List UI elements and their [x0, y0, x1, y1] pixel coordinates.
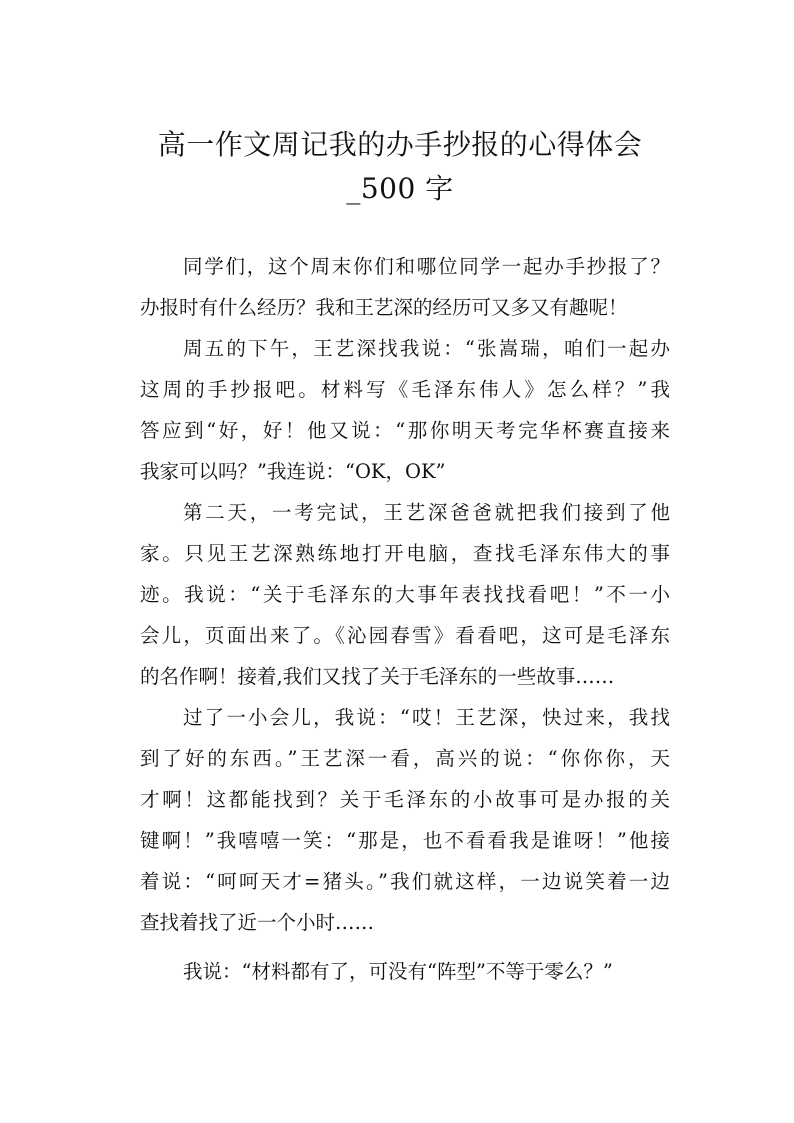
text-line: 会儿，页面出来了。《沁园春雪》看看吧，这可是毛泽东	[140, 624, 670, 647]
text-line: 过了一小会儿，我说：“哎！王艺深，快过来，我找	[183, 706, 670, 729]
text-line: 着说：“呵呵天才=猪头。”我们就这样，一边说笑着一边	[140, 870, 670, 893]
text-line: 周五的下午，王艺深找我说：“张嵩瑞，咱们一起办	[183, 337, 670, 360]
text-line: 同学们，这个周末你们和哪位同学一起办手抄报了？	[183, 255, 670, 278]
text-line: 答应到“好，好！他又说：“那你明天考完华杯赛直接来	[140, 419, 670, 442]
text-line: 才啊！这都能找到？关于毛泽东的小故事可是办报的关	[140, 788, 670, 811]
paragraph-5	[140, 951, 670, 992]
text-line: 家。只见王艺深熟练地打开电脑，查找毛泽东伟大的事	[140, 542, 670, 565]
text-line: 的名作啊！接着,我们又找了关于毛泽东的一些故事……	[140, 665, 615, 688]
title-line-1: 高一作文周记我的办手抄报的心得体会	[157, 127, 643, 161]
paragraph-3	[140, 492, 670, 697]
text-line: 我说：“材料都有了，可没有“阵型”不等于零么？”	[183, 960, 613, 983]
text-line: 这周的手抄报吧。材料写《毛泽东伟人》怎么样？”我	[140, 378, 670, 401]
text-line: 键啊！”我嘻嘻一笑：“那是，也不看看我是谁呀！”他接	[140, 829, 670, 852]
text-line: 迹。我说：“关于毛泽东的大事年表找找看吧！”不一小	[140, 583, 670, 606]
document-title	[120, 123, 680, 211]
text-line: 办报时有什么经历？我和王艺深的经历可又多又有趣呢！	[140, 296, 628, 319]
title-line-2: _500 字	[346, 171, 454, 205]
paragraph-1	[140, 246, 670, 328]
text-line: 我家可以吗？”我连说：“OK，OK”	[140, 460, 446, 483]
text-line: 查找着找了近一个小时……	[140, 911, 375, 934]
text-line: 第二天，一考完试，王艺深爸爸就把我们接到了他	[183, 501, 670, 524]
paragraph-gap	[140, 943, 670, 951]
paragraph-2	[140, 328, 670, 492]
document-body	[140, 246, 670, 992]
paragraph-4	[140, 697, 670, 943]
text-line: 到了好的东西。”王艺深一看，高兴的说：“你你你，天	[140, 747, 670, 770]
